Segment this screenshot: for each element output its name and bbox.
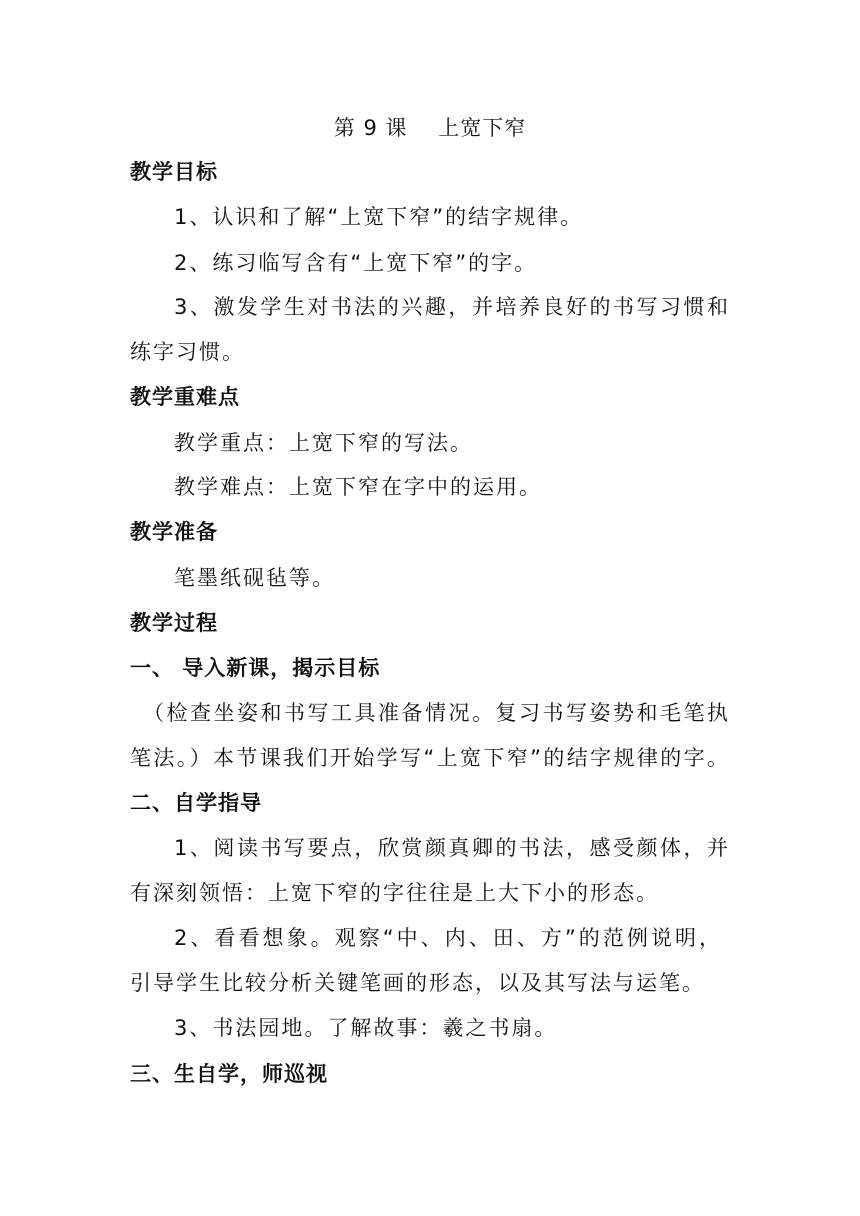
- goal-1: 1、认识和了解“上宽下窄”的结字规律。: [174, 205, 584, 229]
- goal-3-line-2: 练字习惯。: [130, 340, 245, 364]
- step-2-item-2-line-2: 引导学生比较分析关键笔画的形态，以及其写法与运笔。: [130, 971, 705, 995]
- preparation-heading: 教学准备: [130, 520, 218, 544]
- step-1-line-1: （检查坐姿和书写工具准备情况。复习书写姿势和毛笔执: [143, 701, 730, 725]
- key-point: 教学重点：上宽下窄的写法。: [174, 431, 473, 455]
- goals-heading: 教学目标: [130, 160, 218, 184]
- step-2-item-2-line-1: 2、看看想象。观察“中、内、田、方”的范例说明，: [174, 926, 722, 950]
- key-points-heading: 教学重难点: [130, 385, 240, 409]
- step-2-heading: 二、自学指导: [130, 791, 262, 815]
- step-3-heading: 三、生自学，师巡视: [130, 1062, 328, 1086]
- goal-3-line-1: 3、激发学生对书法的兴趣，并培养良好的书写习惯和: [174, 295, 730, 319]
- difficult-point: 教学难点：上宽下窄在字中的运用。: [174, 475, 542, 499]
- step-1-heading: 一、 导入新课，揭示目标: [130, 656, 381, 680]
- lesson-title: 第 9 课 上宽下窄: [333, 116, 527, 140]
- preparation-text: 笔墨纸砚毡等。: [174, 566, 335, 590]
- goal-2: 2、练习临写含有“上宽下窄”的字。: [174, 251, 538, 275]
- process-heading: 教学过程: [130, 611, 218, 635]
- step-2-item-3: 3、书法园地。了解故事：羲之书扇。: [174, 1016, 558, 1040]
- step-2-item-1-line-1: 1、阅读书写要点，欣赏颜真卿的书法，感受颜体，并: [174, 836, 730, 860]
- step-2-item-1-line-2: 有深刻领悟：上宽下窄的字往往是上大下小的形态。: [130, 881, 659, 905]
- step-1-line-2: 笔法。）本节课我们开始学写“上宽下窄”的结字规律的字。: [130, 746, 730, 770]
